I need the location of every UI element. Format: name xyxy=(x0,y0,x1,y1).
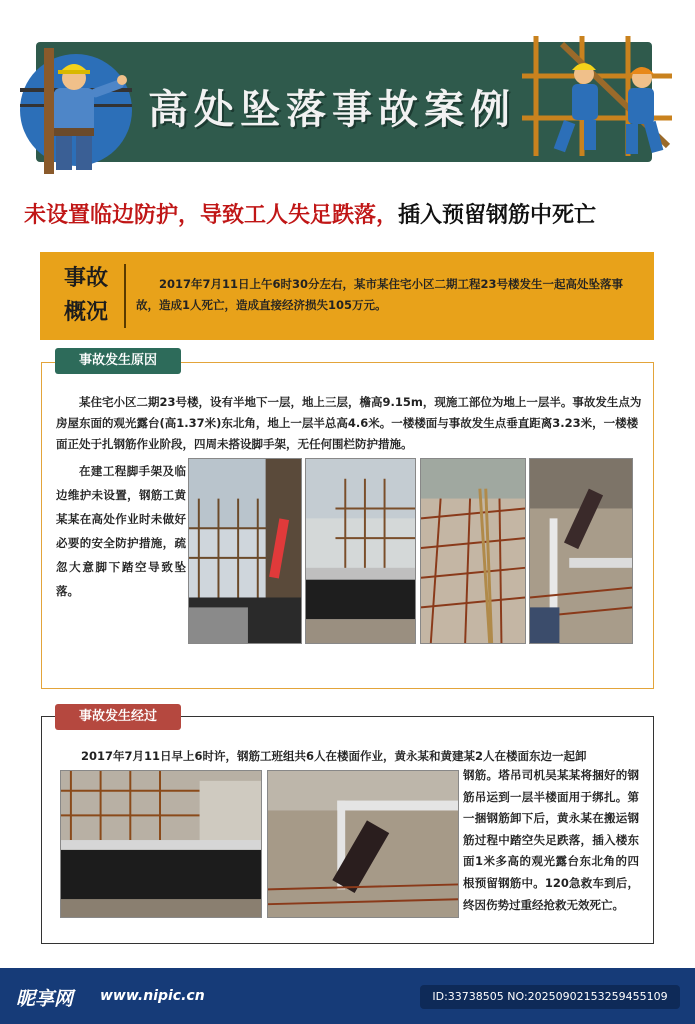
site-photo-1 xyxy=(188,458,302,644)
cause-tag: 事故发生原因 xyxy=(55,348,181,374)
cause-paragraph: 某住宅小区二期23号楼，设有半地下一层，地上三层，檐高9.15m，现施工部位为地上一层半。事故发生点为房屋东面的观光露台(高1.37米)东北角，地上一层半总高4.6米。一楼楼面与事故发生点垂直距离3.23米，一楼楼面正处于扎钢筋作业阶段，四周未搭设脚手架，无任何围栏防护措施。 xyxy=(56,395,642,451)
process-paragraph: 2017年7月11日早上6时许，钢筋工班组共6人在楼面作业，黄永某和黄建某2人在楼面东边一起卸 xyxy=(81,749,587,763)
overview-box xyxy=(40,252,654,340)
subtitle-part-black: 插入预留钢筋中死亡 xyxy=(398,202,597,228)
process-tag: 事故发生经过 xyxy=(55,704,181,730)
footer-url: www.nipic.cn xyxy=(100,988,205,1004)
site-photo-2 xyxy=(305,458,416,644)
overview-label-line2: 概况 xyxy=(63,300,108,325)
overview-divider xyxy=(124,264,126,328)
overview-text: 2017年7月11日上午6时30分左右，某市某住宅小区二期工程23号楼发生一起高处坠落事故，造成1人死亡，造成直接经济损失105万元。 xyxy=(136,277,624,312)
page-title: 高处坠落事故案例 xyxy=(148,87,516,133)
site-photo-6 xyxy=(267,770,459,918)
footer-id-badge: ID:33738505 NO:20250902153259455109 xyxy=(420,985,680,1009)
cause-side-text: 在建工程脚手架及临边维护未设置，钢筋工黄某某在高处作业时未做好必要的安全防护措施，疏忽大意脚下踏空导致坠落。 xyxy=(56,464,186,598)
subtitle-part-red: 未设置临边防护，导致工人失足跌落， xyxy=(24,202,399,228)
overview-label-line1: 事故 xyxy=(63,266,108,291)
site-photo-5 xyxy=(60,770,262,918)
workers-fighting-icon xyxy=(522,36,672,166)
accident-subtitle xyxy=(24,198,684,229)
overview-label xyxy=(54,262,118,330)
site-photo-3 xyxy=(420,458,526,644)
worker-electrician-icon xyxy=(16,48,136,174)
process-side-text: 钢筋。塔吊司机吴某某将捆好的钢筋吊运到一层半楼面用于绑扎。第一捆钢筋卸下后，黄永某在搬运钢筋过程中踏空失足跌落，插入楼东面1米多高的观光露台东北角的四根预留钢筋中。120急救车到后，终因伤势过重经抢救无效死亡。 xyxy=(463,768,639,912)
footer-logo: 昵享网 xyxy=(16,988,74,1010)
site-photo-4 xyxy=(529,458,633,644)
